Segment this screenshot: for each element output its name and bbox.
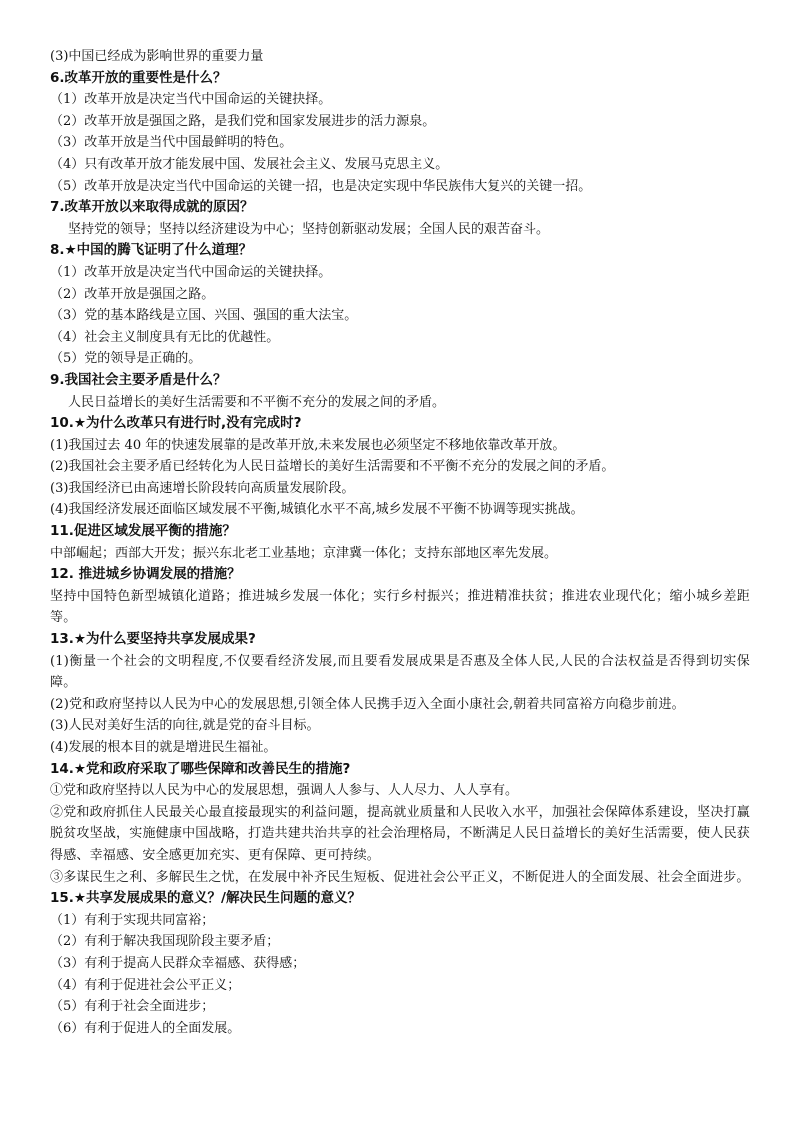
answer-line: （1）有利于实现共同富裕；	[50, 912, 215, 928]
answer-line: （3）党的基本路线是立国、兴国、强国的重大法宝。	[50, 308, 358, 324]
answer-line: （2）改革开放是强国之路，是我们党和国家发展进步的活力源泉。	[50, 113, 436, 129]
answer-line: (3)我国经济已由高速增长阶段转向高质量发展阶段。	[50, 480, 355, 496]
answer-line: ①党和政府坚持以人民为中心的发展思想，强调人人参与、人人尽力、人人享有。	[50, 783, 519, 799]
question-heading: 13.★为什么要坚持共享发展成果?	[50, 631, 256, 648]
answer-line: （4）有利于促进社会公平正义；	[50, 977, 241, 993]
answer-line: （4）只有改革开放才能发展中国、发展社会主义、发展马克思主义。	[50, 156, 449, 172]
answer-line: （6）有利于促进人的全面发展。	[50, 1020, 241, 1036]
answer-line: （5）党的领导是正确的。	[50, 351, 202, 367]
answer-line: （5）有利于社会全面进步；	[50, 999, 215, 1015]
answer-line: （4）社会主义制度具有无比的优越性。	[50, 329, 280, 345]
answer-line: 中部崛起；西部大开发；振兴东北老工业基地；京津冀一体化；支持东部地区率先发展。	[50, 545, 558, 561]
answer-line: （3）有利于提高人民群众幸福感、获得感；	[50, 955, 306, 971]
answer-line: (3)人民对美好生活的向往,就是党的奋斗目标。	[50, 718, 320, 734]
answer-line: (2)我国社会主要矛盾已经转化为人民日益增长的美好生活需要和不平衡不充分的发展之间的矛盾。	[50, 459, 615, 475]
question-heading: 12. 推进城乡协调发展的措施？	[50, 566, 241, 583]
question-heading: 10.★为什么改革只有进行时,没有完成时?	[50, 415, 302, 432]
answer-line: （1）改革开放是决定当代中国命运的关键抉择。	[50, 92, 332, 108]
question-heading: 6.改革开放的重要性是什么？	[50, 69, 227, 86]
answer-line: （2）改革开放是强国之路。	[50, 286, 215, 302]
answer-line: (1)衡量一个社会的文明程度,不仅要看经济发展,而且要看发展成果是否惠及全体人民,人民的合法权益是否得到切实保障。	[50, 653, 750, 691]
answer-line: ②党和政府抓住人民最关心最直接最现实的利益问题，提高就业质量和人民收入水平，加强社会保障体系建设，坚决打赢脱贫攻坚战，实施健康中国战略，打造共建共治共享的社会治理格局，不断满足人民日益增长的美好生活需要，使人民获得感、幸福感、安全感更加充实、更有保障、更可持续。	[50, 804, 750, 863]
question-heading: 14.★党和政府采取了哪些保障和改善民生的措施?	[50, 760, 351, 777]
answer-line: (4)发展的根本目的就是增进民生福祉。	[50, 740, 277, 755]
question-heading: 7.改革开放以来取得成就的原因？	[50, 199, 254, 216]
document-body	[50, 46, 750, 1039]
answer-line: 坚持党的领导；坚持以经济建设为中心；坚持创新驱动发展；全国人民的艰苦奋斗。	[68, 221, 550, 237]
answer-line: （3）改革开放是当代中国最鲜明的特色。	[50, 135, 293, 151]
question-heading: 8.★中国的腾飞证明了什么道理？	[50, 242, 253, 259]
answer-line: (3)中国已经成为影响世界的重要力量	[50, 49, 264, 64]
answer-line: (2)党和政府坚持以人民为中心的发展思想,引领全体人民携手迈入全面小康社会,朝着共同富裕方向稳步前进。	[50, 696, 685, 712]
answer-line: （1）改革开放是决定当代中国命运的关键抉择。	[50, 264, 332, 280]
answer-line: 人民日益增长的美好生活需要和不平衡不充分的发展之间的矛盾。	[68, 394, 446, 410]
answer-line: ③多谋民生之利、多解民生之忧，在发展中补齐民生短板、促进社会公平正义，不断促进人的全面发展、社会全面进步。	[50, 869, 750, 885]
answer-line: （2）有利于解决我国现阶段主要矛盾；	[50, 934, 280, 950]
answer-line: （5）改革开放是决定当代中国命运的关键一招，也是决定实现中华民族伟大复兴的关键一招。	[50, 178, 592, 194]
answer-line: (1)我国过去 40 年的快速发展靠的是改革开放,未来发展也必须坚定不移地依靠改革开放。	[50, 437, 566, 453]
question-heading: 15.★共享发展成果的意义？/解决民生问题的意义？	[50, 890, 361, 907]
answer-line: (4)我国经济发展还面临区域发展不平衡,城镇化水平不高,城乡发展不平衡不协调等现实挑战。	[50, 502, 584, 518]
question-heading: 11.促进区域发展平衡的措施？	[50, 523, 236, 540]
question-heading: 9.我国社会主要矛盾是什么？	[50, 371, 227, 388]
answer-line: 坚持中国特色新型城镇化道路；推进城乡发展一体化；实行乡村振兴；推进精准扶贫；推进农业现代化；缩小城乡差距等。	[50, 588, 750, 626]
